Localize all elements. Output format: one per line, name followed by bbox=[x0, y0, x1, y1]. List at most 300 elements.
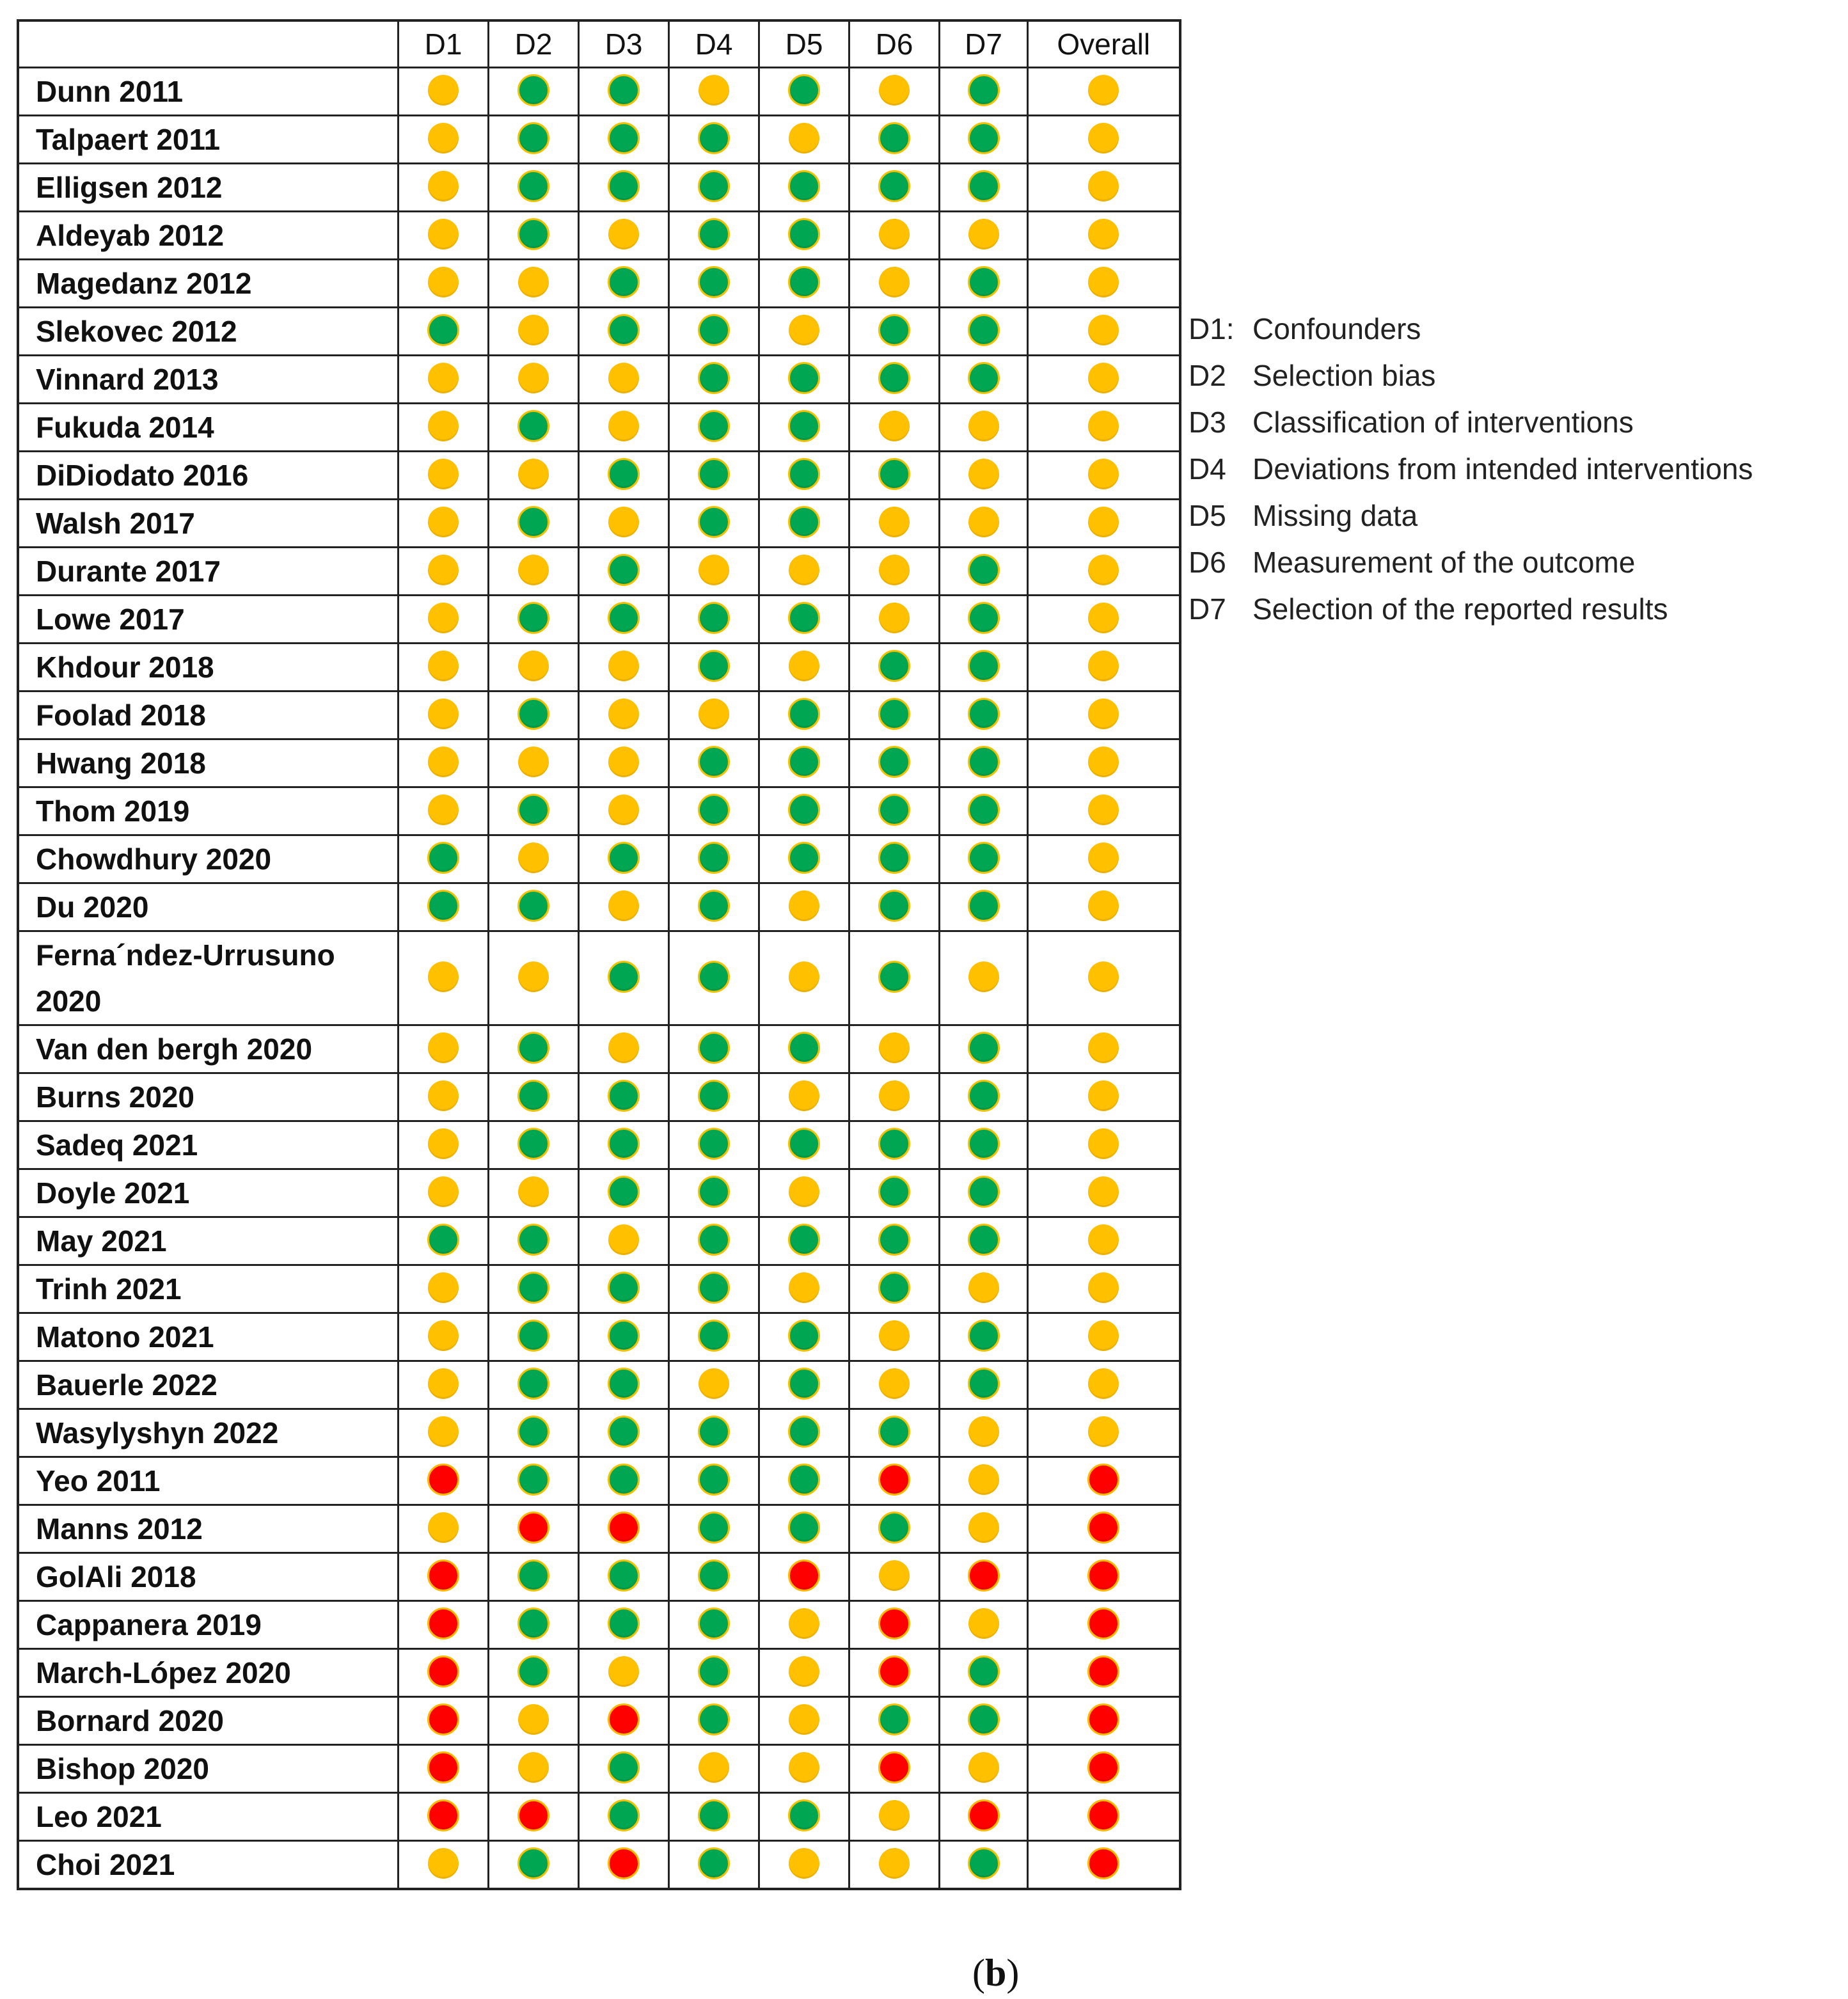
low-risk-green-dot-icon bbox=[427, 314, 459, 346]
domain-cell-d6 bbox=[849, 1409, 940, 1457]
low-risk-green-dot-icon bbox=[878, 1128, 910, 1160]
study-name: Manns 2012 bbox=[18, 1505, 399, 1553]
domain-cell-d6 bbox=[849, 1601, 940, 1649]
some-concerns-yellow-dot-icon bbox=[879, 1560, 910, 1591]
domain-cell-d3 bbox=[579, 644, 669, 691]
low-risk-green-dot-icon bbox=[878, 122, 910, 154]
domain-cell-d5 bbox=[759, 691, 849, 739]
overall-cell bbox=[1028, 787, 1180, 835]
low-risk-green-dot-icon bbox=[698, 506, 730, 538]
low-risk-green-dot-icon bbox=[427, 842, 459, 874]
low-risk-green-dot-icon bbox=[698, 1320, 730, 1352]
domain-cell-d7 bbox=[940, 452, 1028, 500]
some-concerns-yellow-dot-icon bbox=[879, 219, 910, 249]
low-risk-green-dot-icon bbox=[698, 602, 730, 634]
some-concerns-yellow-dot-icon bbox=[879, 1320, 910, 1351]
domain-cell-d1 bbox=[399, 1121, 489, 1169]
domain-cell-d7 bbox=[940, 1169, 1028, 1217]
domain-cell-d4 bbox=[669, 1697, 759, 1745]
overall-cell bbox=[1028, 116, 1180, 164]
low-risk-green-dot-icon bbox=[608, 961, 640, 993]
low-risk-green-dot-icon bbox=[608, 1128, 640, 1160]
domain-cell-d5 bbox=[759, 1505, 849, 1553]
header-d1: D1 bbox=[399, 20, 489, 68]
some-concerns-yellow-dot-icon bbox=[879, 1848, 910, 1879]
table-row bbox=[18, 883, 1180, 931]
domain-cell-d3 bbox=[579, 1457, 669, 1505]
some-concerns-yellow-dot-icon bbox=[1088, 1032, 1119, 1063]
some-concerns-yellow-dot-icon bbox=[1088, 171, 1119, 201]
low-risk-green-dot-icon bbox=[698, 1512, 730, 1544]
domain-cell-d6 bbox=[849, 739, 940, 787]
domain-cell-d7 bbox=[940, 1649, 1028, 1697]
domain-cell-d3 bbox=[579, 883, 669, 931]
high-risk-red-dot-icon bbox=[427, 1799, 459, 1831]
domain-cell-d1 bbox=[399, 308, 489, 356]
domain-cell-d3 bbox=[579, 116, 669, 164]
some-concerns-yellow-dot-icon bbox=[428, 267, 459, 297]
study-name: Durante 2017 bbox=[18, 548, 399, 596]
low-risk-green-dot-icon bbox=[788, 458, 820, 490]
low-risk-green-dot-icon bbox=[608, 1560, 640, 1592]
domain-cell-d4 bbox=[669, 1025, 759, 1073]
domain-cell-d3 bbox=[579, 1553, 669, 1601]
table-row bbox=[18, 1409, 1180, 1457]
domain-cell-d6 bbox=[849, 1169, 940, 1217]
low-risk-green-dot-icon bbox=[968, 1368, 1000, 1400]
high-risk-red-dot-icon bbox=[608, 1847, 640, 1879]
domain-cell-d7 bbox=[940, 1217, 1028, 1265]
table-row bbox=[18, 739, 1180, 787]
domain-cell-d5 bbox=[759, 1745, 849, 1793]
domain-cell-d6 bbox=[849, 356, 940, 404]
legend-label: Selection of the reported results bbox=[1252, 592, 1668, 626]
domain-cell-d1 bbox=[399, 931, 489, 1025]
study-name: Walsh 2017 bbox=[18, 500, 399, 548]
some-concerns-yellow-dot-icon bbox=[518, 842, 549, 873]
low-risk-green-dot-icon bbox=[788, 1464, 820, 1496]
domain-cell-d2 bbox=[489, 1793, 579, 1841]
domain-cell-d3 bbox=[579, 691, 669, 739]
legend-code: D5 bbox=[1189, 499, 1226, 532]
domain-cell-d6 bbox=[849, 883, 940, 931]
some-concerns-yellow-dot-icon bbox=[1088, 363, 1119, 393]
domain-cell-d4 bbox=[669, 1793, 759, 1841]
study-name: Elligsen 2012 bbox=[18, 164, 399, 212]
low-risk-green-dot-icon bbox=[698, 170, 730, 202]
legend-item bbox=[1189, 399, 1753, 446]
low-risk-green-dot-icon bbox=[698, 650, 730, 682]
overall-cell bbox=[1028, 1601, 1180, 1649]
some-concerns-yellow-dot-icon bbox=[968, 459, 999, 489]
low-risk-green-dot-icon bbox=[878, 842, 910, 874]
domain-cell-d2 bbox=[489, 1313, 579, 1361]
domain-cell-d2 bbox=[489, 164, 579, 212]
low-risk-green-dot-icon bbox=[878, 650, 910, 682]
domain-cell-d6 bbox=[849, 164, 940, 212]
domain-cell-d1 bbox=[399, 1169, 489, 1217]
low-risk-green-dot-icon bbox=[788, 698, 820, 730]
domain-cell-d7 bbox=[940, 500, 1028, 548]
domain-cell-d2 bbox=[489, 1745, 579, 1793]
domain-cell-d2 bbox=[489, 116, 579, 164]
high-risk-red-dot-icon bbox=[427, 1703, 459, 1735]
overall-cell bbox=[1028, 1745, 1180, 1793]
some-concerns-yellow-dot-icon bbox=[1088, 699, 1119, 729]
low-risk-green-dot-icon bbox=[608, 1464, 640, 1496]
low-risk-green-dot-icon bbox=[968, 170, 1000, 202]
domain-cell-d7 bbox=[940, 596, 1028, 644]
domain-cell-d7 bbox=[940, 356, 1028, 404]
some-concerns-yellow-dot-icon bbox=[428, 411, 459, 441]
domain-cell-d4 bbox=[669, 404, 759, 452]
domain-cell-d2 bbox=[489, 1505, 579, 1553]
domain-cell-d1 bbox=[399, 1649, 489, 1697]
domain-cell-d1 bbox=[399, 835, 489, 883]
study-name: Vinnard 2013 bbox=[18, 356, 399, 404]
domain-cell-d6 bbox=[849, 1649, 940, 1697]
domain-cell-d7 bbox=[940, 308, 1028, 356]
low-risk-green-dot-icon bbox=[608, 554, 640, 586]
some-concerns-yellow-dot-icon bbox=[428, 1848, 459, 1879]
table-row bbox=[18, 1793, 1180, 1841]
low-risk-green-dot-icon bbox=[788, 1128, 820, 1160]
low-risk-green-dot-icon bbox=[517, 1224, 549, 1256]
study-name: Bishop 2020 bbox=[18, 1745, 399, 1793]
domain-cell-d4 bbox=[669, 1265, 759, 1313]
table-row bbox=[18, 1553, 1180, 1601]
low-risk-green-dot-icon bbox=[968, 1128, 1000, 1160]
low-risk-green-dot-icon bbox=[968, 602, 1000, 634]
study-name: Foolad 2018 bbox=[18, 691, 399, 739]
header-d7: D7 bbox=[940, 20, 1028, 68]
overall-cell bbox=[1028, 596, 1180, 644]
domain-cell-d1 bbox=[399, 1265, 489, 1313]
overall-cell bbox=[1028, 931, 1180, 1025]
some-concerns-yellow-dot-icon bbox=[1088, 219, 1119, 249]
some-concerns-yellow-dot-icon bbox=[428, 1320, 459, 1351]
domain-cell-d4 bbox=[669, 68, 759, 116]
low-risk-green-dot-icon bbox=[698, 218, 730, 250]
legend-item bbox=[1189, 306, 1753, 352]
low-risk-green-dot-icon bbox=[698, 458, 730, 490]
domain-cell-d5 bbox=[759, 644, 849, 691]
some-concerns-yellow-dot-icon bbox=[968, 411, 999, 441]
some-concerns-yellow-dot-icon bbox=[428, 794, 459, 825]
domain-cell-d1 bbox=[399, 1361, 489, 1409]
domain-cell-d6 bbox=[849, 68, 940, 116]
domain-cell-d1 bbox=[399, 1025, 489, 1073]
some-concerns-yellow-dot-icon bbox=[428, 747, 459, 777]
table-row bbox=[18, 260, 1180, 308]
overall-cell bbox=[1028, 1841, 1180, 1890]
table-row bbox=[18, 116, 1180, 164]
domain-cell-d6 bbox=[849, 500, 940, 548]
low-risk-green-dot-icon bbox=[608, 1176, 640, 1208]
header-d6: D6 bbox=[849, 20, 940, 68]
low-risk-green-dot-icon bbox=[608, 1799, 640, 1831]
some-concerns-yellow-dot-icon bbox=[608, 1656, 639, 1687]
domain-cell-d7 bbox=[940, 1505, 1028, 1553]
some-concerns-yellow-dot-icon bbox=[1088, 1224, 1119, 1255]
high-risk-red-dot-icon bbox=[427, 1751, 459, 1783]
domain-cell-d4 bbox=[669, 787, 759, 835]
study-name: Bauerle 2022 bbox=[18, 1361, 399, 1409]
low-risk-green-dot-icon bbox=[517, 1032, 549, 1064]
low-risk-green-dot-icon bbox=[698, 410, 730, 442]
domain-cell-d6 bbox=[849, 212, 940, 260]
domain-cell-d2 bbox=[489, 596, 579, 644]
some-concerns-yellow-dot-icon bbox=[699, 555, 729, 585]
some-concerns-yellow-dot-icon bbox=[1088, 507, 1119, 537]
table-row bbox=[18, 164, 1180, 212]
domain-cell-d6 bbox=[849, 1121, 940, 1169]
study-name: Thom 2019 bbox=[18, 787, 399, 835]
domain-cell-d2 bbox=[489, 1361, 579, 1409]
domain-cell-d2 bbox=[489, 1025, 579, 1073]
overall-cell bbox=[1028, 883, 1180, 931]
domain-cell-d6 bbox=[849, 1505, 940, 1553]
low-risk-green-dot-icon bbox=[788, 794, 820, 826]
caption-close-paren: ) bbox=[1006, 1952, 1020, 1994]
low-risk-green-dot-icon bbox=[878, 314, 910, 346]
overall-cell bbox=[1028, 1361, 1180, 1409]
domain-cell-d4 bbox=[669, 260, 759, 308]
low-risk-green-dot-icon bbox=[608, 1320, 640, 1352]
domain-cell-d2 bbox=[489, 691, 579, 739]
overall-cell bbox=[1028, 308, 1180, 356]
some-concerns-yellow-dot-icon bbox=[428, 555, 459, 585]
some-concerns-yellow-dot-icon bbox=[518, 1176, 549, 1207]
domain-cell-d7 bbox=[940, 883, 1028, 931]
low-risk-green-dot-icon bbox=[968, 698, 1000, 730]
some-concerns-yellow-dot-icon bbox=[1088, 411, 1119, 441]
low-risk-green-dot-icon bbox=[878, 1224, 910, 1256]
some-concerns-yellow-dot-icon bbox=[428, 459, 459, 489]
high-risk-red-dot-icon bbox=[1087, 1464, 1119, 1496]
low-risk-green-dot-icon bbox=[788, 842, 820, 874]
some-concerns-yellow-dot-icon bbox=[879, 75, 910, 106]
some-concerns-yellow-dot-icon bbox=[1088, 651, 1119, 681]
domain-cell-d5 bbox=[759, 1121, 849, 1169]
high-risk-red-dot-icon bbox=[427, 1560, 459, 1592]
study-name: Hwang 2018 bbox=[18, 739, 399, 787]
study-name: Magedanz 2012 bbox=[18, 260, 399, 308]
low-risk-green-dot-icon bbox=[608, 602, 640, 634]
some-concerns-yellow-dot-icon bbox=[518, 747, 549, 777]
overall-cell bbox=[1028, 1121, 1180, 1169]
some-concerns-yellow-dot-icon bbox=[608, 890, 639, 921]
low-risk-green-dot-icon bbox=[427, 1224, 459, 1256]
some-concerns-yellow-dot-icon bbox=[428, 363, 459, 393]
domain-cell-d6 bbox=[849, 931, 940, 1025]
domain-cell-d2 bbox=[489, 356, 579, 404]
domain-cell-d2 bbox=[489, 1553, 579, 1601]
caption-letter: b bbox=[984, 1952, 1007, 1994]
domain-cell-d7 bbox=[940, 1457, 1028, 1505]
domain-cell-d6 bbox=[849, 1217, 940, 1265]
low-risk-green-dot-icon bbox=[968, 266, 1000, 298]
header-d4: D4 bbox=[669, 20, 759, 68]
some-concerns-yellow-dot-icon bbox=[879, 507, 910, 537]
some-concerns-yellow-dot-icon bbox=[518, 459, 549, 489]
domain-cell-d5 bbox=[759, 1601, 849, 1649]
some-concerns-yellow-dot-icon bbox=[879, 411, 910, 441]
some-concerns-yellow-dot-icon bbox=[699, 1752, 729, 1783]
low-risk-green-dot-icon bbox=[517, 1464, 549, 1496]
domain-cell-d5 bbox=[759, 1025, 849, 1073]
domain-cell-d5 bbox=[759, 1841, 849, 1890]
table-row bbox=[18, 596, 1180, 644]
low-risk-green-dot-icon bbox=[698, 1224, 730, 1256]
domain-cell-d6 bbox=[849, 548, 940, 596]
domain-cell-d7 bbox=[940, 1361, 1028, 1409]
domain-cell-d3 bbox=[579, 1265, 669, 1313]
some-concerns-yellow-dot-icon bbox=[428, 171, 459, 201]
domain-cell-d7 bbox=[940, 116, 1028, 164]
domain-cell-d3 bbox=[579, 548, 669, 596]
high-risk-red-dot-icon bbox=[608, 1512, 640, 1544]
domain-cell-d6 bbox=[849, 1025, 940, 1073]
low-risk-green-dot-icon bbox=[968, 746, 1000, 778]
some-concerns-yellow-dot-icon bbox=[518, 1752, 549, 1783]
low-risk-green-dot-icon bbox=[698, 1703, 730, 1735]
some-concerns-yellow-dot-icon bbox=[968, 1464, 999, 1495]
overall-cell bbox=[1028, 548, 1180, 596]
low-risk-green-dot-icon bbox=[517, 698, 549, 730]
low-risk-green-dot-icon bbox=[608, 1080, 640, 1112]
domain-cell-d2 bbox=[489, 308, 579, 356]
some-concerns-yellow-dot-icon bbox=[789, 890, 819, 921]
table-row bbox=[18, 1073, 1180, 1121]
legend-code: D2 bbox=[1189, 359, 1226, 392]
overall-cell bbox=[1028, 260, 1180, 308]
legend-code: D1: bbox=[1189, 312, 1235, 345]
table-row bbox=[18, 1649, 1180, 1697]
domain-cell-d4 bbox=[669, 1217, 759, 1265]
some-concerns-yellow-dot-icon bbox=[699, 1368, 729, 1399]
overall-cell bbox=[1028, 1265, 1180, 1313]
domain-cell-d4 bbox=[669, 835, 759, 883]
domain-cell-d1 bbox=[399, 1841, 489, 1890]
some-concerns-yellow-dot-icon bbox=[1088, 75, 1119, 106]
domain-cell-d7 bbox=[940, 787, 1028, 835]
overall-cell bbox=[1028, 68, 1180, 116]
domain-cell-d1 bbox=[399, 116, 489, 164]
low-risk-green-dot-icon bbox=[788, 1368, 820, 1400]
low-risk-green-dot-icon bbox=[878, 1703, 910, 1735]
low-risk-green-dot-icon bbox=[698, 1080, 730, 1112]
domain-cell-d6 bbox=[849, 452, 940, 500]
domain-cell-d7 bbox=[940, 68, 1028, 116]
domain-cell-d6 bbox=[849, 1841, 940, 1890]
header-d3: D3 bbox=[579, 20, 669, 68]
domain-cell-d5 bbox=[759, 164, 849, 212]
low-risk-green-dot-icon bbox=[517, 1847, 549, 1879]
legend-label: Measurement of the outcome bbox=[1252, 546, 1636, 579]
domain-cell-d4 bbox=[669, 1361, 759, 1409]
low-risk-green-dot-icon bbox=[788, 1512, 820, 1544]
domain-cell-d6 bbox=[849, 644, 940, 691]
low-risk-green-dot-icon bbox=[788, 266, 820, 298]
domain-cell-d5 bbox=[759, 1217, 849, 1265]
domain-cell-d5 bbox=[759, 452, 849, 500]
domain-cell-d2 bbox=[489, 68, 579, 116]
table-row bbox=[18, 404, 1180, 452]
domain-cell-d4 bbox=[669, 500, 759, 548]
some-concerns-yellow-dot-icon bbox=[968, 1608, 999, 1639]
domain-cell-d4 bbox=[669, 116, 759, 164]
low-risk-green-dot-icon bbox=[968, 1703, 1000, 1735]
low-risk-green-dot-icon bbox=[878, 794, 910, 826]
table-row bbox=[18, 691, 1180, 739]
domain-cell-d7 bbox=[940, 835, 1028, 883]
study-name: Aldeyab 2012 bbox=[18, 212, 399, 260]
low-risk-green-dot-icon bbox=[698, 1560, 730, 1592]
domain-cell-d5 bbox=[759, 787, 849, 835]
high-risk-red-dot-icon bbox=[1087, 1608, 1119, 1639]
domain-cell-d5 bbox=[759, 1361, 849, 1409]
some-concerns-yellow-dot-icon bbox=[608, 363, 639, 393]
domain-cell-d7 bbox=[940, 691, 1028, 739]
some-concerns-yellow-dot-icon bbox=[608, 219, 639, 249]
some-concerns-yellow-dot-icon bbox=[968, 961, 999, 992]
domain-cell-d4 bbox=[669, 1457, 759, 1505]
domain-cell-d5 bbox=[759, 1457, 849, 1505]
low-risk-green-dot-icon bbox=[608, 842, 640, 874]
domain-cell-d1 bbox=[399, 596, 489, 644]
table-row bbox=[18, 1841, 1180, 1890]
domain-cell-d3 bbox=[579, 1169, 669, 1217]
study-name: DiDiodato 2016 bbox=[18, 452, 399, 500]
some-concerns-yellow-dot-icon bbox=[1088, 842, 1119, 873]
legend-item bbox=[1189, 586, 1753, 633]
some-concerns-yellow-dot-icon bbox=[428, 961, 459, 992]
low-risk-green-dot-icon bbox=[788, 602, 820, 634]
overall-cell bbox=[1028, 212, 1180, 260]
domain-cell-d1 bbox=[399, 691, 489, 739]
domain-cell-d4 bbox=[669, 1409, 759, 1457]
legend-label: Selection bias bbox=[1252, 359, 1436, 392]
some-concerns-yellow-dot-icon bbox=[1088, 315, 1119, 345]
some-concerns-yellow-dot-icon bbox=[1088, 123, 1119, 154]
domain-cell-d1 bbox=[399, 1745, 489, 1793]
domain-cell-d6 bbox=[849, 1265, 940, 1313]
high-risk-red-dot-icon bbox=[878, 1464, 910, 1496]
overall-cell bbox=[1028, 1697, 1180, 1745]
study-name: Bornard 2020 bbox=[18, 1697, 399, 1745]
high-risk-red-dot-icon bbox=[878, 1608, 910, 1639]
study-name: Matono 2021 bbox=[18, 1313, 399, 1361]
table-row bbox=[18, 1265, 1180, 1313]
some-concerns-yellow-dot-icon bbox=[699, 699, 729, 729]
study-name: GolAli 2018 bbox=[18, 1553, 399, 1601]
some-concerns-yellow-dot-icon bbox=[1088, 1416, 1119, 1447]
low-risk-green-dot-icon bbox=[788, 74, 820, 106]
high-risk-red-dot-icon bbox=[1087, 1512, 1119, 1544]
low-risk-green-dot-icon bbox=[968, 1176, 1000, 1208]
low-risk-green-dot-icon bbox=[878, 746, 910, 778]
high-risk-red-dot-icon bbox=[788, 1560, 820, 1592]
some-concerns-yellow-dot-icon bbox=[1088, 459, 1119, 489]
some-concerns-yellow-dot-icon bbox=[608, 507, 639, 537]
domain-cell-d7 bbox=[940, 1073, 1028, 1121]
high-risk-red-dot-icon bbox=[1087, 1655, 1119, 1687]
low-risk-green-dot-icon bbox=[698, 1032, 730, 1064]
domain-cell-d1 bbox=[399, 1697, 489, 1745]
domain-cell-d1 bbox=[399, 212, 489, 260]
low-risk-green-dot-icon bbox=[608, 1608, 640, 1639]
